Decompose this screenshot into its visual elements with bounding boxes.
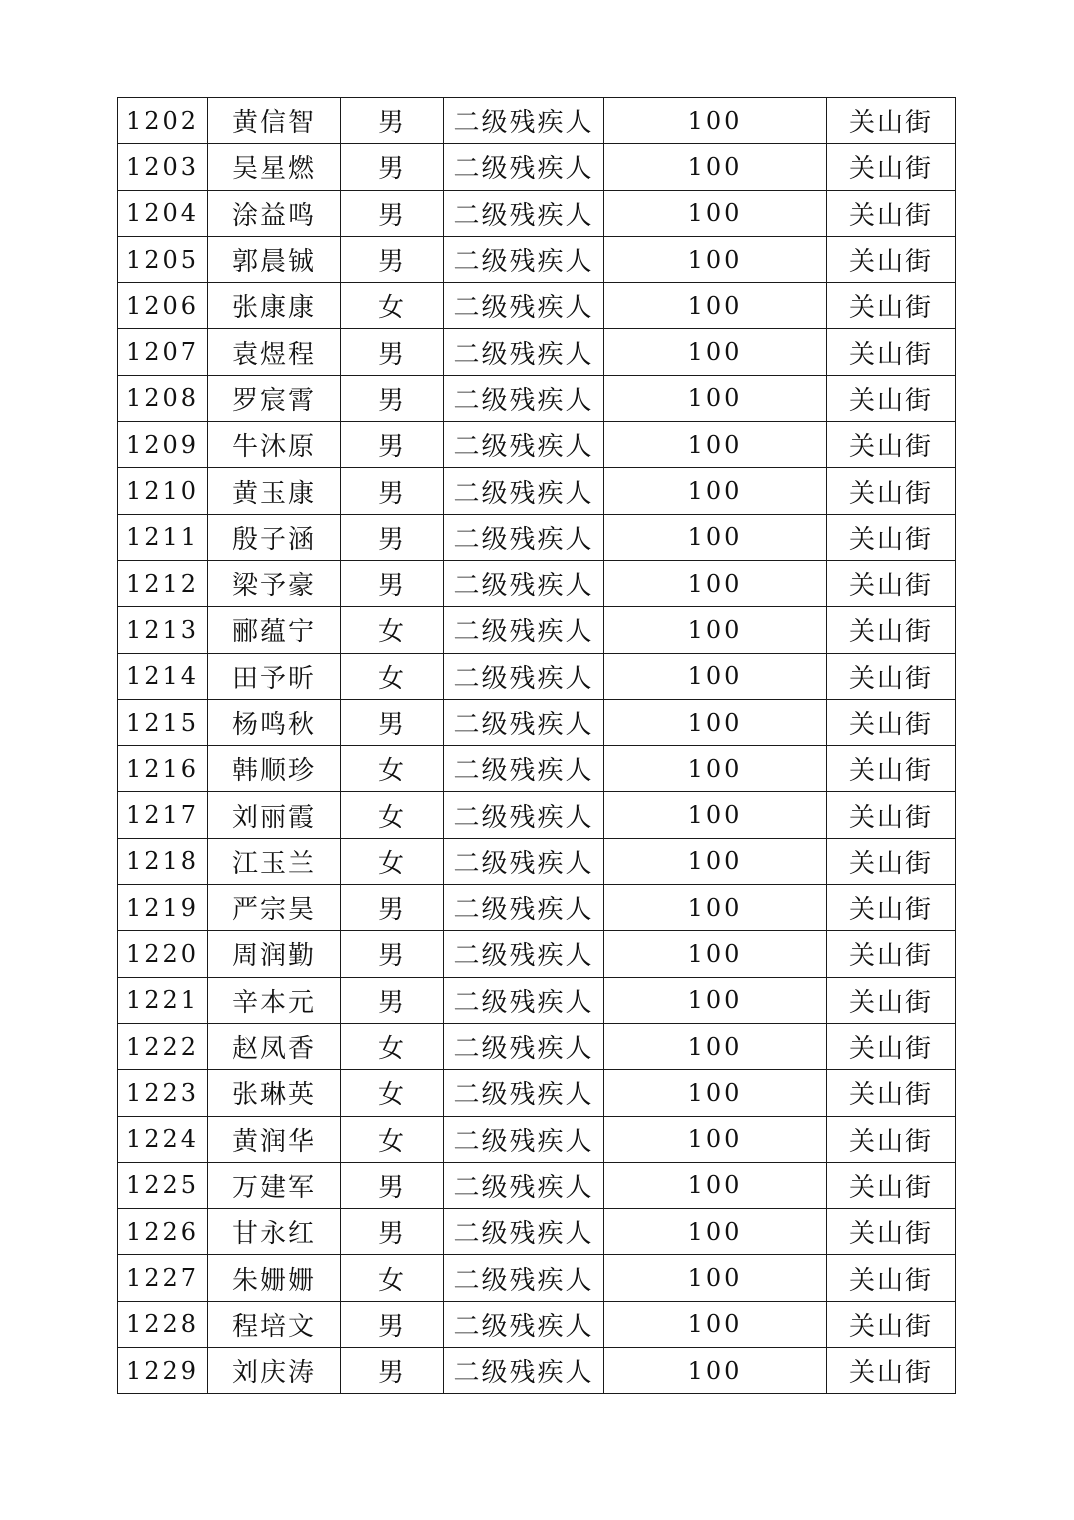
cell-street: 关山街 [827,607,956,653]
table-row [118,607,956,653]
roster-table-body [118,98,956,1394]
cell-name: 黄信智 [208,98,341,144]
cell-category: 二级残疾人 [444,236,604,282]
cell-amount: 100 [604,1301,827,1347]
table-row [118,190,956,236]
cell-amount: 100 [604,792,827,838]
cell-number: 1220 [118,931,208,977]
cell-category: 二级残疾人 [444,560,604,606]
cell-name: 梁予豪 [208,560,341,606]
cell-number: 1210 [118,468,208,514]
table-row [118,1348,956,1394]
cell-street: 关山街 [827,1301,956,1347]
table-row [118,977,956,1023]
cell-amount: 100 [604,468,827,514]
cell-amount: 100 [604,283,827,329]
cell-gender: 男 [341,1301,444,1347]
cell-number: 1207 [118,329,208,375]
table-row [118,422,956,468]
cell-name: 韩顺珍 [208,746,341,792]
cell-street: 关山街 [827,98,956,144]
table-row [118,283,956,329]
cell-number: 1215 [118,699,208,745]
cell-number: 1205 [118,236,208,282]
cell-amount: 100 [604,977,827,1023]
cell-number: 1217 [118,792,208,838]
cell-street: 关山街 [827,838,956,884]
table-row [118,1070,956,1116]
cell-number: 1224 [118,1116,208,1162]
cell-name: 牛沐原 [208,422,341,468]
cell-street: 关山街 [827,560,956,606]
cell-street: 关山街 [827,653,956,699]
cell-name: 殷子涵 [208,514,341,560]
table-row [118,468,956,514]
cell-category: 二级残疾人 [444,838,604,884]
cell-amount: 100 [604,699,827,745]
cell-street: 关山街 [827,514,956,560]
cell-name: 郦蕴宁 [208,607,341,653]
cell-amount: 100 [604,838,827,884]
cell-number: 1229 [118,1348,208,1394]
table-row [118,792,956,838]
cell-amount: 100 [604,607,827,653]
cell-gender: 男 [341,329,444,375]
cell-gender: 女 [341,1070,444,1116]
table-row [118,1255,956,1301]
cell-amount: 100 [604,1209,827,1255]
table-row [118,98,956,144]
cell-street: 关山街 [827,885,956,931]
cell-gender: 男 [341,468,444,514]
cell-gender: 男 [341,375,444,421]
cell-category: 二级残疾人 [444,1162,604,1208]
cell-category: 二级残疾人 [444,98,604,144]
cell-category: 二级残疾人 [444,1301,604,1347]
cell-name: 万建军 [208,1162,341,1208]
cell-number: 1202 [118,98,208,144]
cell-name: 江玉兰 [208,838,341,884]
cell-category: 二级残疾人 [444,144,604,190]
cell-name: 罗宸霄 [208,375,341,421]
table-row [118,699,956,745]
cell-amount: 100 [604,1162,827,1208]
cell-street: 关山街 [827,190,956,236]
cell-gender: 女 [341,746,444,792]
table-row [118,329,956,375]
table-row [118,746,956,792]
cell-gender: 男 [341,236,444,282]
cell-street: 关山街 [827,1070,956,1116]
cell-street: 关山街 [827,375,956,421]
cell-amount: 100 [604,1116,827,1162]
cell-gender: 男 [341,514,444,560]
cell-name: 张康康 [208,283,341,329]
table-row [118,560,956,606]
cell-street: 关山街 [827,1023,956,1069]
cell-amount: 100 [604,375,827,421]
cell-street: 关山街 [827,144,956,190]
table-row [118,653,956,699]
cell-gender: 男 [341,144,444,190]
cell-number: 1203 [118,144,208,190]
cell-amount: 100 [604,885,827,931]
cell-gender: 女 [341,283,444,329]
cell-gender: 男 [341,1162,444,1208]
cell-street: 关山街 [827,1116,956,1162]
cell-gender: 女 [341,607,444,653]
cell-name: 吴星燃 [208,144,341,190]
cell-gender: 女 [341,1116,444,1162]
cell-name: 黄润华 [208,1116,341,1162]
cell-amount: 100 [604,653,827,699]
cell-amount: 100 [604,98,827,144]
cell-category: 二级残疾人 [444,422,604,468]
table-row [118,1162,956,1208]
cell-category: 二级残疾人 [444,283,604,329]
cell-name: 刘庆涛 [208,1348,341,1394]
cell-name: 刘丽霞 [208,792,341,838]
cell-street: 关山街 [827,699,956,745]
cell-gender: 男 [341,977,444,1023]
cell-number: 1218 [118,838,208,884]
table-row [118,1209,956,1255]
cell-number: 1211 [118,514,208,560]
table-row [118,1023,956,1069]
cell-gender: 女 [341,1255,444,1301]
cell-category: 二级残疾人 [444,1023,604,1069]
cell-number: 1216 [118,746,208,792]
cell-amount: 100 [604,190,827,236]
cell-number: 1208 [118,375,208,421]
cell-number: 1209 [118,422,208,468]
cell-name: 袁煜程 [208,329,341,375]
cell-category: 二级残疾人 [444,746,604,792]
cell-gender: 男 [341,1348,444,1394]
cell-category: 二级残疾人 [444,792,604,838]
cell-street: 关山街 [827,1348,956,1394]
cell-category: 二级残疾人 [444,1348,604,1394]
cell-category: 二级残疾人 [444,977,604,1023]
cell-street: 关山街 [827,792,956,838]
cell-gender: 男 [341,699,444,745]
cell-number: 1225 [118,1162,208,1208]
cell-amount: 100 [604,514,827,560]
table-row [118,838,956,884]
cell-name: 郭晨铖 [208,236,341,282]
cell-gender: 男 [341,1209,444,1255]
cell-number: 1219 [118,885,208,931]
cell-name: 涂益鸣 [208,190,341,236]
cell-gender: 女 [341,838,444,884]
cell-number: 1206 [118,283,208,329]
cell-street: 关山街 [827,1255,956,1301]
cell-category: 二级残疾人 [444,699,604,745]
cell-number: 1227 [118,1255,208,1301]
cell-category: 二级残疾人 [444,607,604,653]
cell-category: 二级残疾人 [444,1209,604,1255]
cell-category: 二级残疾人 [444,468,604,514]
cell-number: 1221 [118,977,208,1023]
cell-street: 关山街 [827,283,956,329]
table-row [118,375,956,421]
cell-street: 关山街 [827,1209,956,1255]
cell-name: 程培文 [208,1301,341,1347]
cell-amount: 100 [604,1070,827,1116]
cell-number: 1213 [118,607,208,653]
cell-number: 1204 [118,190,208,236]
table-row [118,1301,956,1347]
cell-amount: 100 [604,1023,827,1069]
cell-name: 周润勤 [208,931,341,977]
cell-street: 关山街 [827,468,956,514]
cell-category: 二级残疾人 [444,653,604,699]
table-row [118,885,956,931]
cell-category: 二级残疾人 [444,1070,604,1116]
cell-category: 二级残疾人 [444,329,604,375]
cell-name: 甘永红 [208,1209,341,1255]
cell-number: 1228 [118,1301,208,1347]
cell-gender: 男 [341,560,444,606]
cell-street: 关山街 [827,746,956,792]
cell-amount: 100 [604,144,827,190]
cell-category: 二级残疾人 [444,375,604,421]
table-row [118,1116,956,1162]
table-row [118,514,956,560]
cell-category: 二级残疾人 [444,1255,604,1301]
cell-amount: 100 [604,1255,827,1301]
cell-category: 二级残疾人 [444,514,604,560]
cell-name: 辛本元 [208,977,341,1023]
cell-category: 二级残疾人 [444,931,604,977]
cell-category: 二级残疾人 [444,1116,604,1162]
cell-amount: 100 [604,931,827,977]
cell-category: 二级残疾人 [444,190,604,236]
cell-number: 1226 [118,1209,208,1255]
cell-gender: 男 [341,98,444,144]
cell-number: 1222 [118,1023,208,1069]
cell-amount: 100 [604,422,827,468]
cell-gender: 女 [341,1023,444,1069]
cell-gender: 男 [341,885,444,931]
cell-name: 田予昕 [208,653,341,699]
cell-street: 关山街 [827,422,956,468]
cell-amount: 100 [604,329,827,375]
cell-name: 朱姗姗 [208,1255,341,1301]
cell-amount: 100 [604,1348,827,1394]
cell-category: 二级残疾人 [444,885,604,931]
cell-amount: 100 [604,236,827,282]
cell-amount: 100 [604,560,827,606]
table-row [118,236,956,282]
cell-number: 1214 [118,653,208,699]
cell-street: 关山街 [827,931,956,977]
cell-name: 严宗昊 [208,885,341,931]
table-row [118,931,956,977]
cell-name: 张琳英 [208,1070,341,1116]
cell-number: 1223 [118,1070,208,1116]
cell-gender: 男 [341,422,444,468]
cell-street: 关山街 [827,1162,956,1208]
cell-name: 赵凤香 [208,1023,341,1069]
cell-amount: 100 [604,746,827,792]
cell-gender: 男 [341,931,444,977]
cell-name: 黄玉康 [208,468,341,514]
cell-street: 关山街 [827,977,956,1023]
roster-table [117,97,956,1394]
cell-gender: 女 [341,653,444,699]
table-row [118,144,956,190]
cell-street: 关山街 [827,236,956,282]
cell-name: 杨鸣秋 [208,699,341,745]
cell-gender: 男 [341,190,444,236]
cell-gender: 女 [341,792,444,838]
cell-number: 1212 [118,560,208,606]
cell-street: 关山街 [827,329,956,375]
